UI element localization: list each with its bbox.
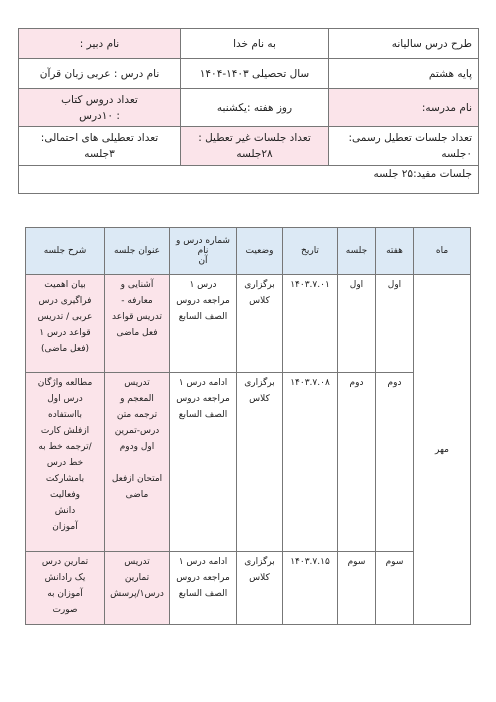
title-line: تمارین (124, 573, 150, 583)
week-cell: اول (376, 275, 414, 373)
col-lesson-number-line1: شماره درس و نام (176, 236, 230, 256)
date-cell: ۱۴۰۳.۷.۱۵ (283, 552, 338, 625)
description-cell (26, 373, 105, 552)
lesson-line: الصف السابع (178, 589, 228, 599)
description-line: آموزان (52, 522, 78, 532)
session-cell: سوم (338, 552, 376, 625)
title-cell (105, 373, 170, 552)
week-cell: سوم (376, 552, 414, 625)
lesson-line: مراجعه دروس (176, 394, 230, 404)
plan-header-table (18, 28, 479, 194)
lesson-cell (170, 275, 237, 373)
status-line: برگزاری (244, 378, 275, 388)
lesson-line: درس ۱ (189, 280, 217, 290)
description-line: وفعالیت (49, 490, 81, 500)
week-cell: دوم (376, 373, 414, 552)
table-row (26, 373, 471, 552)
title-line: معارفه - (121, 296, 153, 306)
title-line: درس۱/پرسش (110, 589, 164, 599)
lesson-line: ادامه درس ۱ (178, 378, 228, 388)
status-cell (237, 275, 283, 373)
status-cell (237, 373, 283, 552)
description-line: درس اول (47, 394, 83, 404)
description-line: /ترجمه خط به (38, 442, 92, 452)
course-name: نام درس : عربی زبان قرآن (19, 59, 181, 89)
probable-holidays-value: ۳جلسه (84, 148, 115, 160)
official-holidays-label: تعداد جلسات تعطیل رسمی: (348, 132, 472, 144)
session-cell: دوم (338, 373, 376, 552)
description-line: عربی / تدریس (37, 312, 93, 322)
session-cell: اول (338, 275, 376, 373)
col-week: هفته (376, 228, 414, 275)
description-line: ازفلش کارت (40, 426, 90, 436)
title-line: امتحان ازفعل (111, 474, 163, 484)
lesson-line: مراجعه دروس (176, 296, 230, 306)
date-cell: ۱۴۰۳.۷.۰۱ (283, 275, 338, 373)
title-line: آشنایی و (120, 280, 154, 290)
title-cell (105, 275, 170, 373)
description-cell (26, 552, 105, 625)
status-line: برگزاری (244, 280, 275, 290)
title-line: درس-تمرین (114, 426, 160, 436)
lesson-line: الصف السابع (178, 410, 228, 420)
lesson-cell (170, 373, 237, 552)
schedule-header-row (26, 228, 471, 275)
probable-holidays (19, 127, 181, 166)
lesson-line: ادامه درس ۱ (178, 557, 228, 567)
title-line: تدریس (124, 378, 150, 388)
title-line: ماضی (125, 490, 149, 500)
plan-title: طرح درس سالیانه (329, 29, 479, 59)
description-line: قواعد درس ۱ (39, 328, 91, 338)
title-line: اول ودوم (119, 442, 155, 452)
probable-holidays-label: تعداد تعطیلی های احتمالی: (40, 132, 159, 144)
description-line: صورت (52, 605, 78, 615)
description-line: دانش (54, 506, 76, 516)
book-lessons-value: : ۱۰درس (79, 109, 120, 122)
status-line: کلاس (249, 573, 270, 583)
title-line: تدریس قواعد (112, 312, 162, 322)
table-row (26, 275, 471, 373)
date-cell: ۱۴۰۳.۷.۰۸ (283, 373, 338, 552)
description-line: تمارین درس (41, 557, 89, 567)
school-year: سال تحصیلی ۱۴۰۳-۱۴۰۴ (181, 59, 329, 89)
title-line: فعل ماضی (116, 328, 158, 338)
official-holidays (329, 127, 479, 166)
description-line: مطالعه واژگان (37, 378, 93, 388)
title-line: ترجمه متن (116, 410, 158, 420)
non-holiday-sessions (181, 127, 329, 166)
week-day: روز هفته :یکشنبه (181, 89, 329, 127)
title-line (107, 455, 167, 471)
col-session-description: شرح جلسه (26, 228, 105, 275)
book-lessons-count (19, 89, 181, 127)
title-line: المعجم و (120, 394, 154, 404)
description-line: بیان اهمیت (44, 280, 86, 290)
title-line: تدریس (124, 557, 150, 567)
bismillah: به نام خدا (181, 29, 329, 59)
table-row (26, 552, 471, 625)
description-line: یک رادانش (44, 573, 86, 583)
col-session: جلسه (338, 228, 376, 275)
description-line: آموزان به (47, 589, 83, 599)
official-holidays-value: ۰جلسه (441, 148, 472, 160)
col-date: تاریخ (283, 228, 338, 275)
lesson-line: الصف السابع (178, 312, 228, 322)
schedule-table (25, 227, 471, 625)
description-line: خط درس (46, 458, 84, 468)
col-status: وضعیت (237, 228, 283, 275)
title-cell (105, 552, 170, 625)
description-line: فراگیری درس (38, 296, 92, 306)
col-lesson-number-line2: آن (198, 256, 208, 266)
useful-sessions: جلسات مفید:۲۵ جلسه (19, 166, 479, 194)
status-cell (237, 552, 283, 625)
lesson-line: مراجعه دروس (176, 573, 230, 583)
description-line: بامشارکت (45, 474, 85, 484)
non-holiday-value: ۲۸جلسه (236, 148, 273, 160)
description-line: (فعل ماضی) (40, 344, 90, 354)
grade: پایه هشتم (329, 59, 479, 89)
description-cell (26, 275, 105, 373)
col-month: ماه (414, 228, 471, 275)
col-session-title: عنوان جلسه (105, 228, 170, 275)
book-lessons-label: تعداد دروس کتاب (61, 93, 138, 106)
non-holiday-label: تعداد جلسات غیر تعطیل : (198, 132, 311, 144)
month-cell: مهر (414, 275, 471, 625)
teacher-name-label: نام دبیر : (19, 29, 181, 59)
status-line: کلاس (249, 296, 270, 306)
status-line: برگزاری (244, 557, 275, 567)
lesson-cell (170, 552, 237, 625)
description-line: بااستفاده (47, 410, 83, 420)
school-name-label: نام مدرسه: (329, 89, 479, 127)
status-line: کلاس (249, 394, 270, 404)
col-lesson-number (170, 228, 237, 275)
